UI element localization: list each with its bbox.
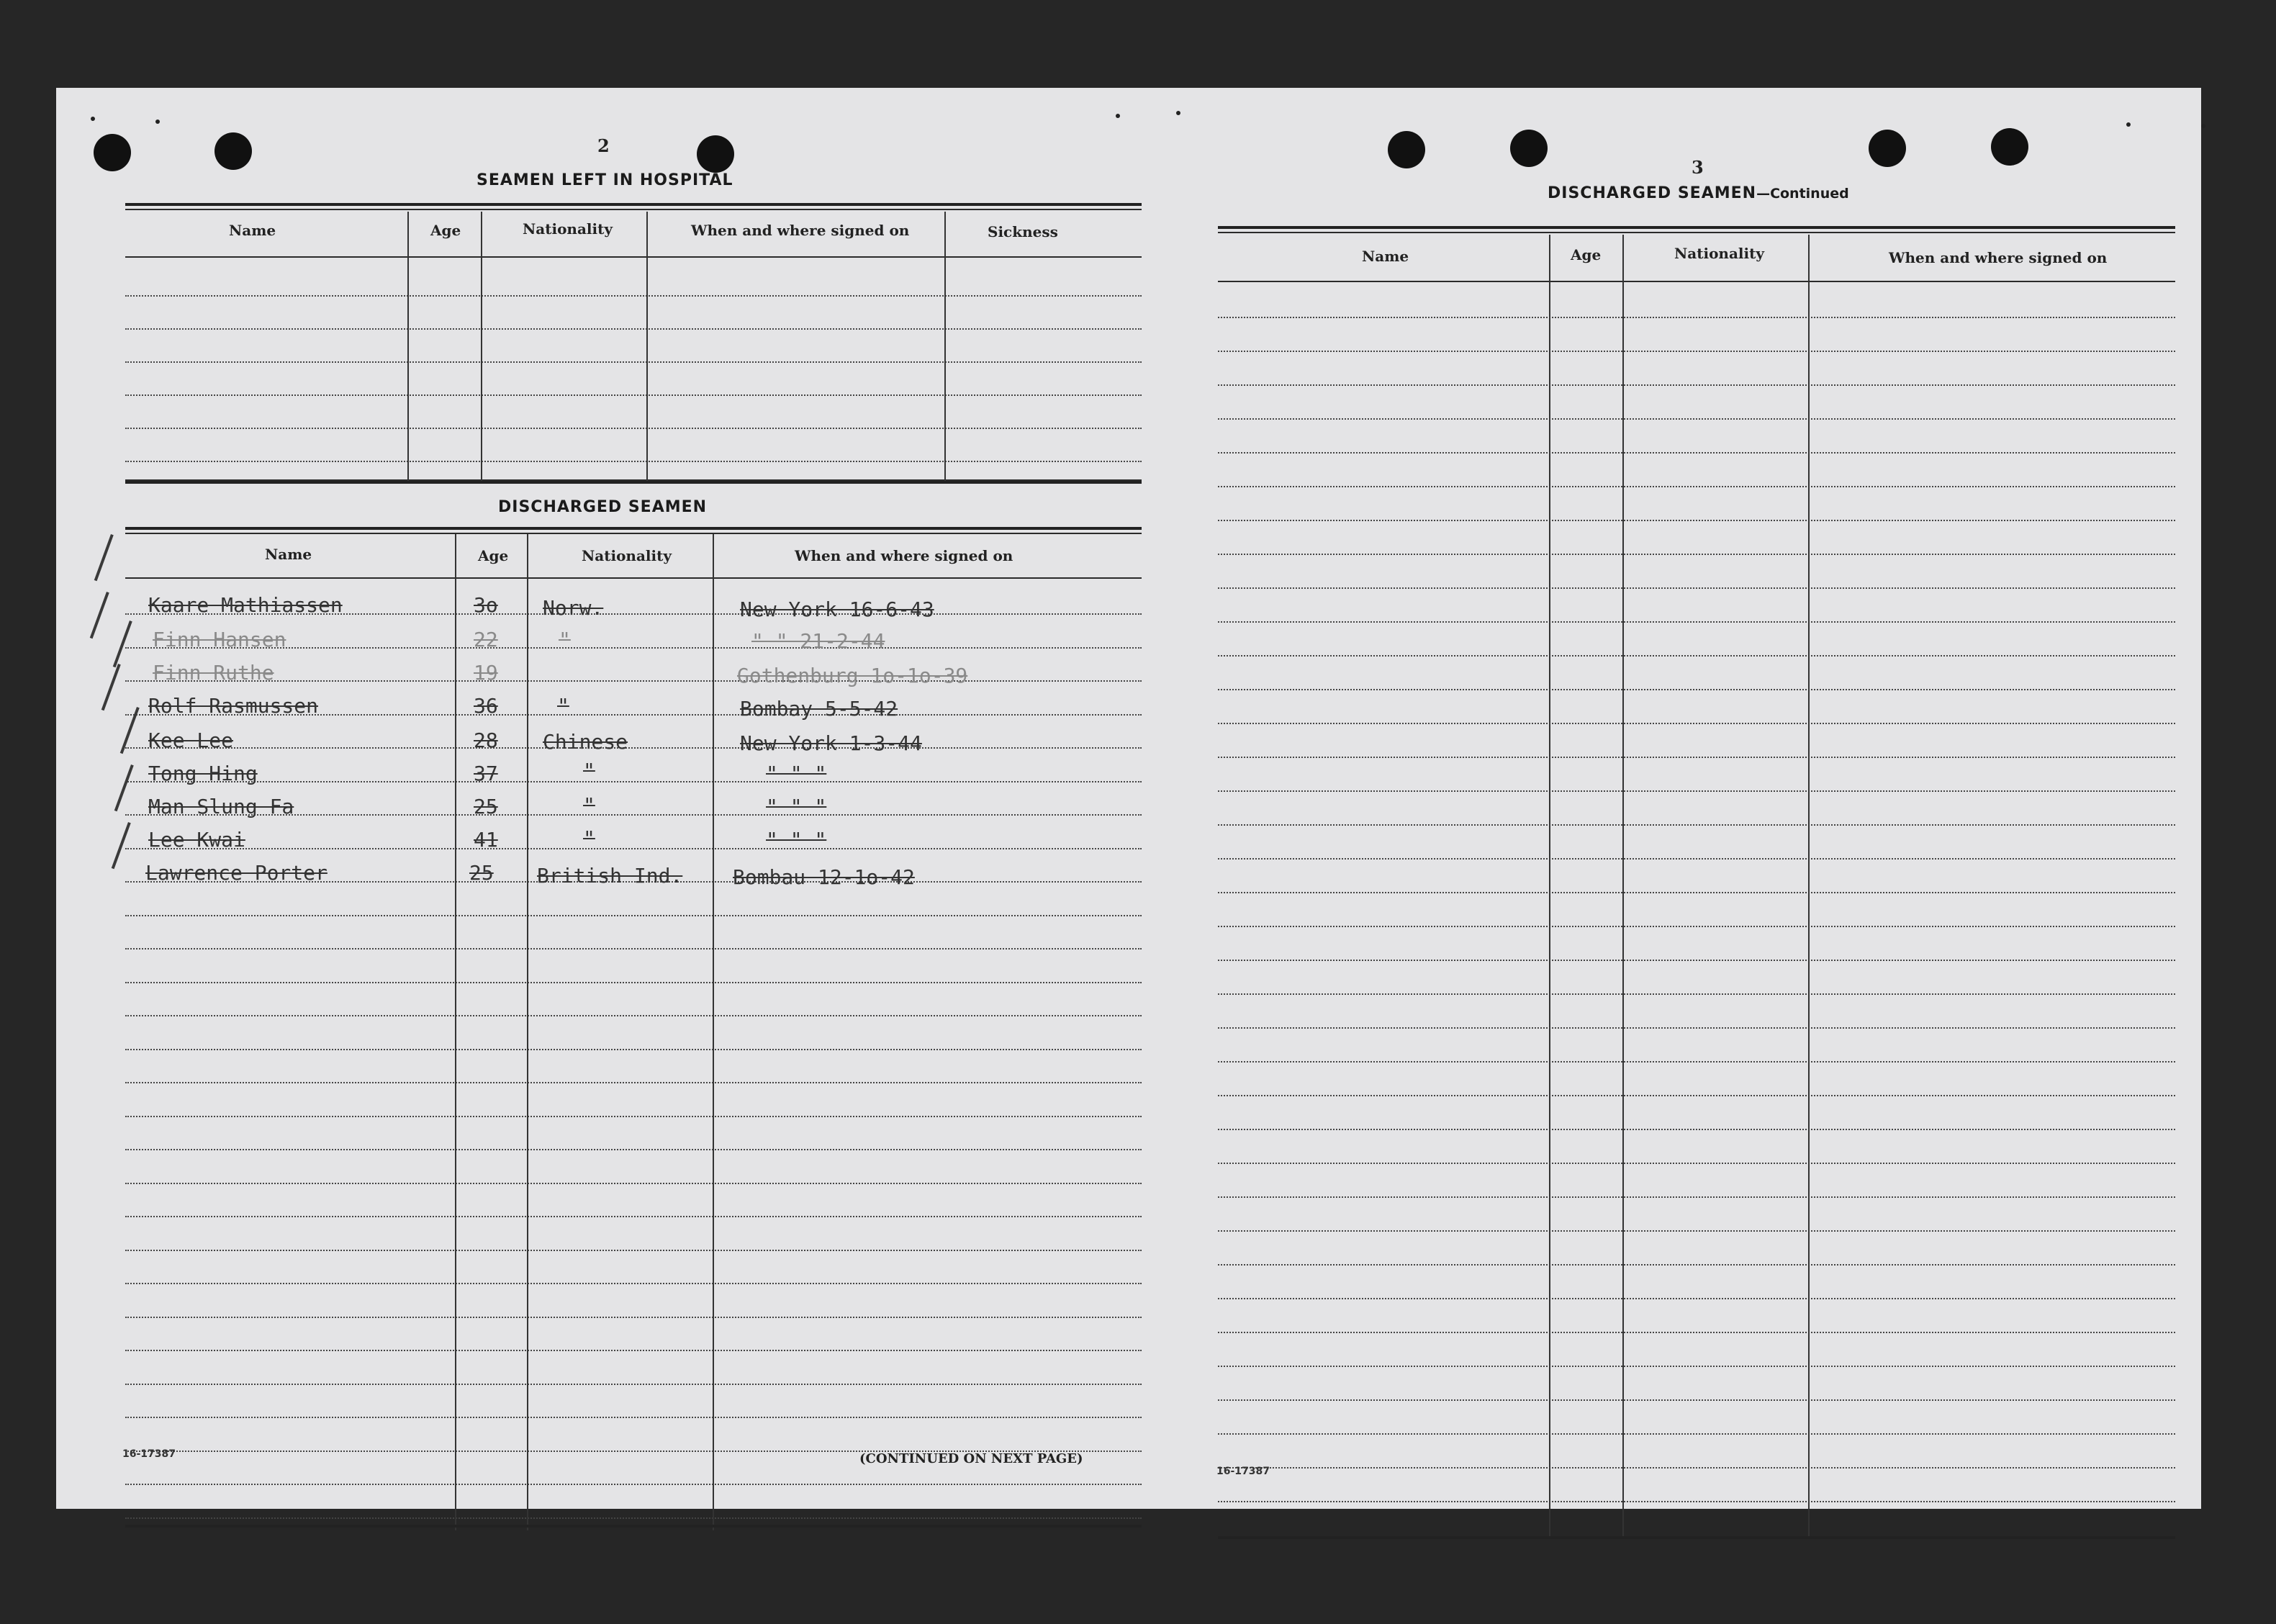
page-number: 2 — [597, 135, 610, 156]
row-rule — [1218, 384, 2175, 386]
row-rule — [1218, 1467, 2175, 1469]
seaman-nationality: " — [557, 694, 569, 718]
row-rule — [125, 848, 1142, 849]
right-col-age: Age — [1571, 246, 1602, 263]
page-number: 3 — [1692, 157, 1704, 178]
punch-hole — [697, 135, 734, 173]
row-rule — [125, 982, 1142, 983]
check-mark-icon — [113, 621, 132, 667]
row-rule — [125, 1149, 1142, 1150]
rule — [125, 203, 1142, 206]
col-divider — [646, 212, 648, 481]
seaman-nationality: " — [583, 759, 595, 782]
check-mark-icon — [90, 592, 109, 639]
discharged-col-nationality: Nationality — [582, 547, 672, 564]
row-rule — [1218, 757, 2175, 758]
row-rule — [125, 680, 1142, 682]
rule — [125, 394, 1142, 396]
seaman-signed-on: New York 16-6-43 — [740, 597, 934, 621]
row-rule — [1218, 317, 2175, 318]
seaman-nationality: British Ind. — [537, 864, 683, 888]
speck — [155, 119, 160, 124]
rule — [125, 209, 1142, 210]
seaman-name: Lee Kwai — [148, 828, 245, 852]
row-rule — [1218, 824, 2175, 826]
rule — [125, 527, 1142, 530]
row-rule — [125, 1317, 1142, 1318]
row-rule — [1218, 587, 2175, 589]
row-rule — [125, 915, 1142, 916]
row-rule — [1218, 1230, 2175, 1232]
row-rule — [1218, 1095, 2175, 1096]
speck — [2201, 124, 2205, 128]
punch-hole — [1388, 131, 1425, 168]
right-col-signed-on: When and where signed on — [1889, 249, 2108, 266]
seaman-name: Rolf Rasmussen — [148, 694, 319, 718]
seaman-signed-on: Bombau 12-1o-42 — [733, 865, 915, 889]
seaman-age: 25 — [474, 795, 498, 818]
row-rule — [125, 1216, 1142, 1217]
row-rule — [1218, 1366, 2175, 1367]
row-rule — [125, 1082, 1142, 1083]
seaman-name: Finn Hansen — [153, 628, 286, 651]
discharged-col-signed-on: When and where signed on — [795, 547, 1013, 564]
rule — [125, 295, 1142, 297]
discharged-col-age: Age — [478, 547, 509, 564]
seaman-signed-on: " " 21-2-44 — [751, 629, 885, 653]
check-mark-icon — [94, 534, 114, 581]
seaman-age: 22 — [474, 628, 498, 651]
col-divider — [1549, 235, 1550, 1539]
seaman-signed-on: Bombay 5-5-42 — [740, 697, 898, 721]
seaman-age: 36 — [474, 694, 498, 718]
rule — [1218, 226, 2175, 229]
col-divider — [1622, 235, 1624, 1539]
hospital-col-nationality: Nationality — [523, 220, 613, 238]
row-rule — [1218, 1433, 2175, 1435]
col-divider — [407, 212, 409, 481]
speck — [1116, 114, 1120, 118]
right-page — [1144, 88, 2201, 1509]
row-rule — [1218, 993, 2175, 995]
seaman-signed-on: Gothenburg 1o-1o-39 — [737, 664, 968, 687]
speck — [91, 117, 95, 121]
hospital-col-sickness: Sickness — [988, 223, 1058, 240]
rule — [1218, 232, 2175, 233]
row-rule — [1218, 452, 2175, 454]
seaman-age: 3o — [474, 593, 498, 617]
row-rule — [1218, 1264, 2175, 1266]
row-rule — [1218, 520, 2175, 521]
row-rule — [125, 1116, 1142, 1117]
seaman-nationality: Norw. — [543, 596, 604, 620]
col-divider — [527, 534, 528, 1530]
seaman-name: Kee Lee — [148, 728, 234, 752]
seaman-nationality: Chinese — [543, 730, 628, 754]
right-title-suffix: —Continued — [1756, 186, 1849, 202]
row-rule — [1218, 790, 2175, 792]
col-divider — [944, 212, 946, 481]
row-rule — [125, 1049, 1142, 1050]
hospital-col-name: Name — [229, 222, 276, 239]
hospital-col-signed-on: When and where signed on — [691, 222, 910, 239]
seaman-name: Man Slung Fa — [148, 795, 294, 818]
discharged-col-name: Name — [265, 546, 312, 563]
seaman-age: 37 — [474, 762, 498, 785]
row-rule — [125, 747, 1142, 749]
row-rule — [1218, 351, 2175, 352]
seaman-signed-on: " " " — [766, 828, 827, 852]
seaman-name: Kaare Mathiassen — [148, 593, 343, 617]
check-mark-icon — [112, 822, 131, 869]
row-rule — [125, 1417, 1142, 1418]
rule — [125, 428, 1142, 429]
right-col-name: Name — [1362, 248, 1409, 265]
row-rule — [1218, 926, 2175, 927]
row-rule — [125, 1350, 1142, 1351]
seaman-signed-on: New York 1-3-44 — [740, 731, 922, 755]
speck — [2126, 122, 2131, 127]
col-divider — [455, 534, 456, 1530]
row-rule — [1218, 723, 2175, 724]
seaman-nationality: " — [559, 628, 571, 651]
row-rule — [125, 1517, 1142, 1519]
punch-hole — [1991, 128, 2028, 166]
row-rule — [1218, 1129, 2175, 1130]
seaman-age: 41 — [474, 828, 498, 852]
hospital-section-title: SEAMEN LEFT IN HOSPITAL — [477, 171, 733, 189]
discharged-section-title: DISCHARGED SEAMEN — [498, 498, 708, 516]
row-rule — [1218, 486, 2175, 487]
seaman-name: Tong Hing — [148, 762, 258, 785]
right-title-text: DISCHARGED SEAMEN — [1548, 184, 1757, 202]
row-rule — [125, 1015, 1142, 1016]
row-rule — [1218, 418, 2175, 420]
left-page — [56, 88, 1144, 1509]
row-rule — [1218, 554, 2175, 555]
row-rule — [125, 1250, 1142, 1251]
row-rule — [1218, 621, 2175, 623]
row-rule — [125, 1283, 1142, 1284]
rule — [125, 533, 1142, 534]
row-rule — [1218, 689, 2175, 690]
row-rule — [1218, 1399, 2175, 1401]
rule — [125, 328, 1142, 330]
right-col-nationality: Nationality — [1674, 245, 1764, 262]
seaman-name: Lawrence Porter — [145, 861, 328, 885]
col-divider — [481, 212, 482, 481]
rule — [125, 461, 1142, 462]
seaman-nationality: " — [583, 826, 595, 850]
row-rule — [1218, 1027, 2175, 1029]
punch-hole — [94, 134, 131, 171]
row-rule — [1218, 858, 2175, 860]
row-rule — [1218, 1501, 2175, 1502]
row-rule — [1218, 655, 2175, 657]
seaman-age: 19 — [474, 661, 498, 685]
seaman-age: 25 — [469, 861, 494, 885]
form-number: 16-17387 — [1216, 1466, 1270, 1477]
row-rule — [125, 1384, 1142, 1385]
seaman-nationality: " — [583, 793, 595, 817]
row-rule — [1218, 1298, 2175, 1299]
rule — [125, 481, 1142, 484]
row-rule — [1218, 1163, 2175, 1164]
row-rule — [1218, 1196, 2175, 1198]
rule — [125, 361, 1142, 363]
form-number: 16-17387 — [122, 1448, 176, 1460]
seaman-signed-on: " " " — [766, 762, 827, 785]
speck — [1176, 111, 1180, 115]
row-rule — [1218, 1332, 2175, 1333]
seaman-name: Finn Ruthe — [153, 661, 274, 685]
check-mark-icon — [101, 664, 121, 710]
col-divider — [713, 534, 714, 1530]
row-rule — [125, 1183, 1142, 1184]
seaman-age: 28 — [474, 728, 498, 752]
punch-hole — [1510, 130, 1548, 167]
check-mark-icon — [114, 764, 134, 811]
seaman-signed-on: " " " — [766, 795, 827, 818]
rule — [125, 1525, 1142, 1528]
row-rule — [125, 1484, 1142, 1485]
rule — [1218, 1536, 2175, 1539]
hospital-col-age: Age — [430, 222, 461, 239]
row-rule — [125, 781, 1142, 782]
row-rule — [1218, 1061, 2175, 1063]
col-divider — [1808, 235, 1810, 1539]
punch-hole — [214, 132, 252, 170]
rule — [125, 577, 1142, 579]
continued-note: (CONTINUED ON NEXT PAGE) — [859, 1451, 1083, 1466]
row-rule — [1218, 960, 2175, 961]
punch-hole — [1869, 130, 1906, 167]
rule — [1218, 281, 2175, 282]
row-rule — [125, 948, 1142, 949]
row-rule — [1218, 892, 2175, 893]
rule — [125, 256, 1142, 258]
right-section-title — [1548, 184, 1849, 202]
